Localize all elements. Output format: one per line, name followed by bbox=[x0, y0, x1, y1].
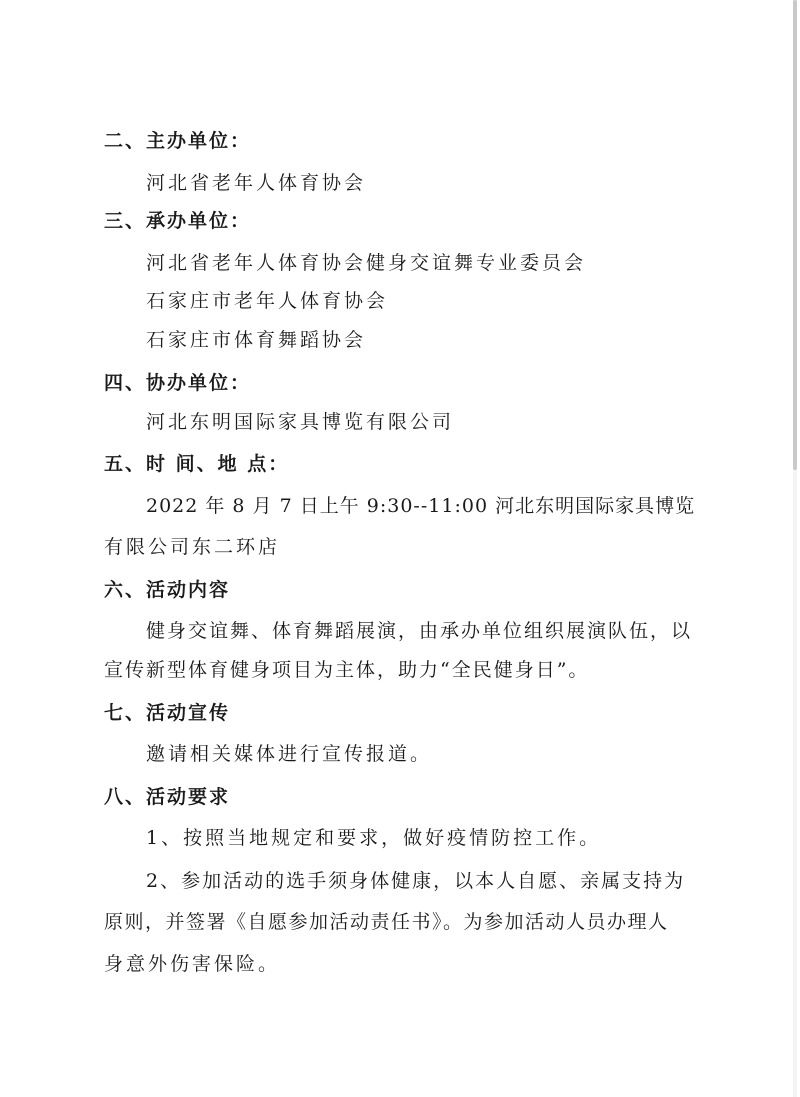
activity-content-line-2: 宣传新型体育健身项目为主体，助力“全民健身日”。 bbox=[104, 659, 590, 681]
activity-content-line-1: 健身交谊舞、体育舞蹈展演，由承办单位组织展演队伍，以 bbox=[146, 620, 693, 642]
requirement-1: 1、按照当地规定和要求，做好疫情防控工作。 bbox=[146, 827, 602, 849]
section-heading-co-organizer: 四、协办单位： bbox=[104, 372, 252, 394]
section-heading-activity-content: 六、活动内容 bbox=[104, 579, 231, 601]
requirement-2-line-2: 原则，并签署《自愿参加活动责任书》。为参加活动人员办理人 bbox=[104, 911, 669, 933]
scrollbar-thumb[interactable] bbox=[793, 0, 797, 470]
section-heading-publicity: 七、活动宣传 bbox=[104, 702, 231, 724]
time-place-line-1: 2022 年 8 月 7 日上午 9:30--11:00 河北东明国际家具博览 bbox=[146, 495, 696, 517]
section-heading-organizer: 二、主办单位： bbox=[104, 130, 252, 152]
section-heading-undertaker: 三、承办单位： bbox=[104, 210, 252, 232]
co-organizer-name: 河北东明国际家具博览有限公司 bbox=[146, 411, 455, 433]
publicity-line: 邀请相关媒体进行宣传报道。 bbox=[146, 743, 433, 765]
organizer-name: 河北省老年人体育协会 bbox=[146, 172, 367, 194]
section-heading-requirements: 八、活动要求 bbox=[104, 786, 231, 808]
requirement-2-line-1: 2、参加活动的选手须身体健康，以本人自愿、亲属支持为 bbox=[146, 870, 686, 892]
undertaker-name-3: 石家庄市体育舞蹈协会 bbox=[146, 329, 367, 351]
requirement-2-line-3: 身意外伤害保险。 bbox=[104, 953, 281, 975]
undertaker-name-2: 石家庄市老年人体育协会 bbox=[146, 290, 389, 312]
undertaker-name-1: 河北省老年人体育协会健身交谊舞专业委员会 bbox=[146, 252, 587, 274]
section-heading-time-place: 五、时 间、地 点： bbox=[104, 453, 290, 475]
time-place-line-2: 有限公司东二环店 bbox=[104, 536, 281, 558]
